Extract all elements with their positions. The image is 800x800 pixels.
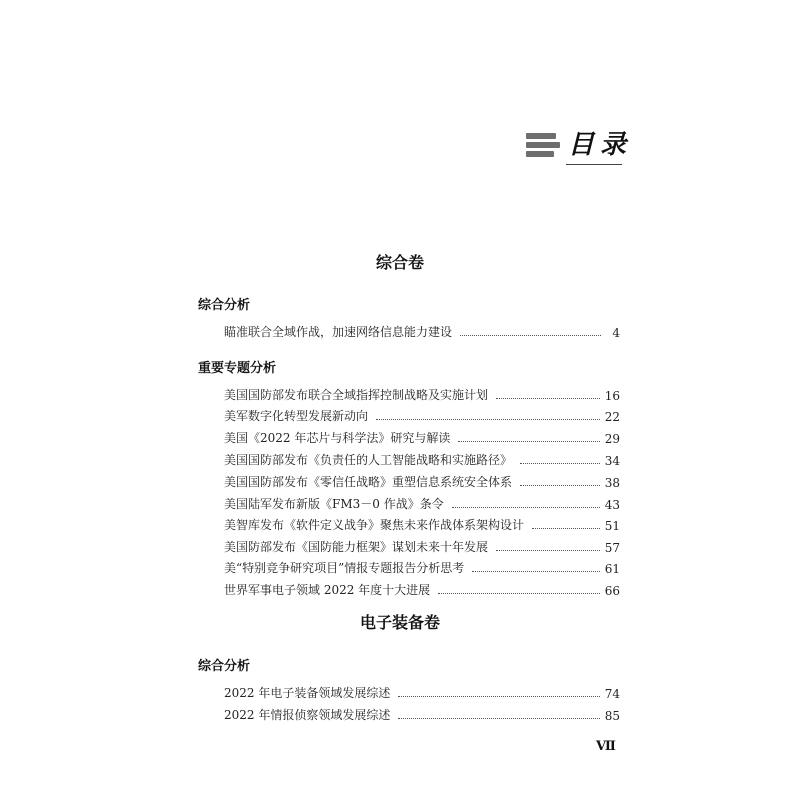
leader-dots — [520, 463, 600, 464]
toc-entry-title: 瞄准联合全域作战，加速网络信息能力建设 — [224, 325, 453, 339]
leader-dots — [452, 507, 600, 508]
toc-entry-page: 22 — [604, 410, 620, 424]
toc-entry-title: 美军数字化转型发展新动向 — [224, 409, 369, 423]
toc-entry-page: 74 — [604, 687, 620, 701]
toc-entry[interactable] — [224, 515, 620, 533]
toc-entry-page: 16 — [604, 389, 620, 403]
toc-entry-title: 美国国防部发布《零信任战略》重塑信息系统安全体系 — [224, 475, 513, 489]
toc-entry-page: 34 — [604, 454, 620, 468]
section-title: 重要专题分析 — [198, 361, 277, 376]
leader-dots — [532, 528, 600, 529]
toc-entry[interactable] — [224, 385, 620, 403]
toc-entry-title: 美国国防部发布《负责任的人工智能战略和实施路径》 — [224, 453, 513, 467]
toc-entry-title: 美国《2022 年芯片与科学法》研究与解读 — [224, 431, 451, 445]
toc-entry[interactable] — [224, 322, 620, 340]
toc-entry-title: 美国陆军发布新版《FM3－0 作战》条令 — [224, 497, 444, 511]
toc-entry-page: 51 — [604, 519, 620, 533]
toc-entry[interactable] — [224, 406, 620, 424]
toc-entry-title: 2022 年电子装备领域发展综述 — [224, 686, 391, 700]
volume-title-general: 综合卷 — [375, 253, 424, 272]
toc-entry[interactable] — [224, 428, 620, 446]
toc-entry[interactable] — [224, 537, 620, 555]
toc-entry-page: 29 — [604, 432, 620, 446]
toc-entry[interactable] — [224, 705, 620, 723]
page-title: 目录 — [568, 130, 633, 160]
stacked-books-icon — [526, 133, 560, 161]
leader-dots — [398, 696, 599, 697]
toc-entry-page: 4 — [612, 326, 620, 340]
volume-title-electronic-equipment: 电子装备卷 — [359, 613, 440, 632]
toc-entry-title: 美国国防部发布联合全域指挥控制战略及实施计划 — [224, 388, 489, 402]
section-title: 综合分析 — [198, 659, 251, 674]
leader-dots — [376, 419, 600, 420]
page-number: Ⅶ — [596, 739, 616, 754]
toc-entry-title: 美“特别竞争研究项目”情报专题报告分析思考 — [224, 561, 465, 575]
toc-entry-title: 美国防部发布《国防能力框架》谋划未来十年发展 — [224, 540, 489, 554]
leader-dots — [472, 571, 599, 572]
toc-entry[interactable] — [224, 580, 620, 598]
toc-entry-page: 85 — [604, 709, 620, 723]
toc-entry[interactable] — [224, 558, 620, 576]
leader-dots — [496, 550, 600, 551]
toc-entry-page: 43 — [604, 498, 620, 512]
leader-dots — [398, 718, 599, 719]
title-underline — [566, 164, 622, 165]
toc-entry-title: 世界军事电子领域 2022 年度十大进展 — [224, 583, 431, 597]
leader-dots — [520, 485, 600, 486]
toc-entry-title: 2022 年情报侦察领域发展综述 — [224, 708, 391, 722]
toc-entry[interactable] — [224, 683, 620, 701]
toc-entry[interactable] — [224, 450, 620, 468]
leader-dots — [460, 335, 601, 336]
section-title: 综合分析 — [198, 298, 251, 313]
toc-entry-title: 美智库发布《软件定义战争》聚焦未来作战体系架构设计 — [224, 518, 525, 532]
toc-entry-page: 61 — [604, 562, 620, 576]
leader-dots — [496, 398, 600, 399]
toc-entry-page: 57 — [604, 541, 620, 555]
leader-dots — [438, 593, 600, 594]
toc-entry[interactable] — [224, 494, 620, 512]
toc-entry-page: 38 — [604, 476, 620, 490]
leader-dots — [458, 441, 599, 442]
toc-entry-page: 66 — [604, 584, 620, 598]
toc-entry[interactable] — [224, 472, 620, 490]
